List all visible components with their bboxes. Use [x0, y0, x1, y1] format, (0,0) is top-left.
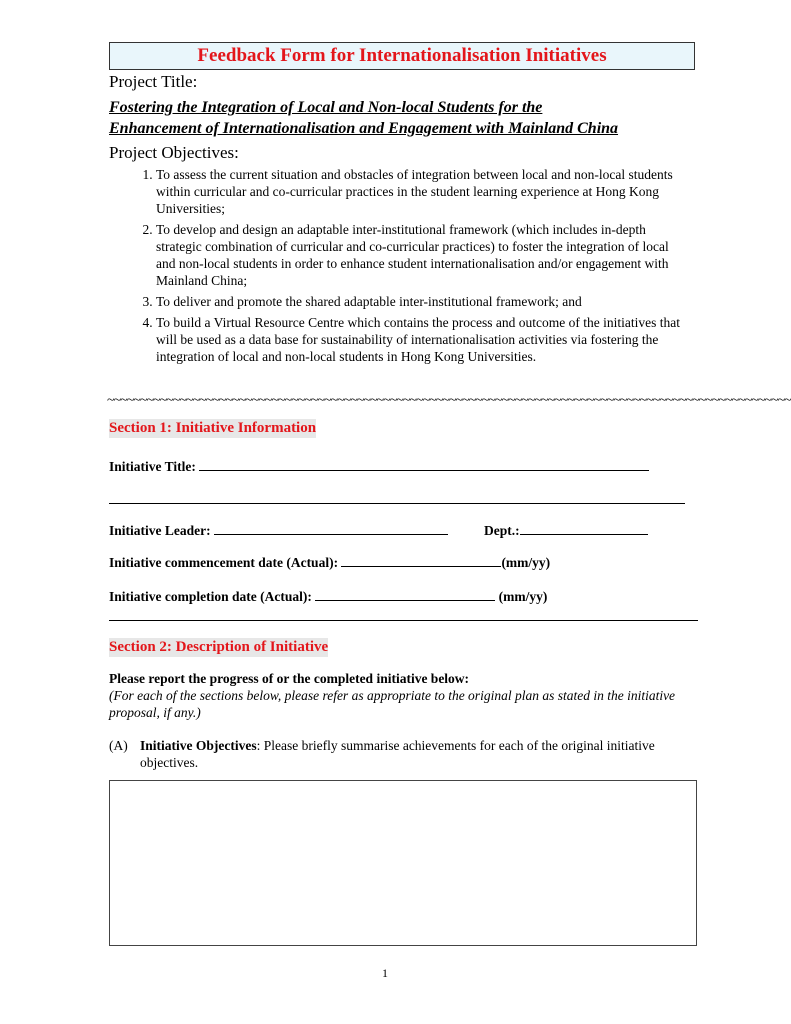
commencement-date-field[interactable]	[341, 552, 501, 567]
initiative-title-field[interactable]	[199, 456, 649, 471]
instruction-bold: Please report the progress of or the completed initiative below:	[109, 671, 470, 686]
instruction-italic: (For each of the sections below, please refer as appropriate to the original plan as stated in the initiative proposal, if any.)	[109, 688, 676, 720]
dept-row	[484, 520, 648, 539]
project-title-label: Project Title:	[109, 72, 198, 91]
completion-date-label: Initiative completion date (Actual):	[109, 589, 312, 604]
commencement-date-label: Initiative commencement date (Actual):	[109, 555, 339, 570]
project-title	[109, 97, 709, 139]
item-a-text-block	[140, 737, 699, 771]
project-title-line-2: Enhancement of Internationalisation and Engagement with Mainland China	[109, 120, 619, 137]
objective-item: 4. To build a Virtual Resource Centre which contains the process and outcome of the initiatives that will be used as a data base for sustainability of internationalisation activities via fostering the integration of local and non-local students in Hong Kong Universities.	[156, 314, 689, 365]
project-objectives-label: Project Objectives:	[109, 143, 239, 162]
item-a	[109, 737, 699, 771]
initiative-leader-field[interactable]	[214, 520, 448, 535]
initiative-title-label: Initiative Title:	[109, 459, 196, 474]
dept-field[interactable]	[520, 520, 648, 535]
initiative-title-field-line-2[interactable]	[109, 503, 685, 504]
completion-date-format: (mm/yy)	[498, 589, 548, 604]
objective-item: 1. To assess the current situation and obstacles of integration between local and non-local students within curricular and co-curricular practices in the student learning experience at Hong Kong Universities;	[156, 166, 689, 217]
completion-date-field[interactable]	[315, 586, 495, 601]
commencement-date-row	[109, 552, 550, 571]
section-2-instructions	[109, 670, 699, 721]
dept-label: Dept.:	[484, 523, 520, 538]
initiative-leader-row	[109, 520, 448, 539]
objectives-list	[109, 166, 689, 369]
completion-date-row	[109, 586, 547, 605]
initiative-leader-label: Initiative Leader:	[109, 523, 211, 538]
section-1-heading: Section 1: Initiative Information	[109, 420, 317, 436]
project-title-line-1: Fostering the Integration of Local and Non-local Students for the	[109, 99, 543, 116]
tilde-separator: ~~~~~~~~~~~~~~~~~~~~~~~~~~~~~~~~~~~~~~~~~~~~~~~~~~~~~~~~~~~~~~~~~~~~~~~~~~~~~~~~~~~~~~~~~~~~~~~~~~~~~~~~	[107, 393, 791, 408]
item-a-text: : Please briefly summarise achievements for each of the original initiative objectives.	[140, 738, 655, 770]
initiative-title-row	[109, 456, 649, 475]
form-title: Feedback Form for Internationalisation Initiatives	[197, 45, 607, 66]
objective-item: 2. To develop and design an adaptable inter-institutional framework (which includes in-depth strategic combination of curricular and co-curricular practices) to foster the integration of local and non-local students in order to enhance student internationalisation and/or engagement with Mainland China;	[156, 221, 689, 289]
section-divider	[109, 620, 698, 621]
page-number: 1	[382, 966, 388, 980]
commencement-date-format: (mm/yy)	[501, 555, 551, 570]
section-2-heading: Section 2: Description of Initiative	[109, 639, 329, 655]
objective-item: 3. To deliver and promote the shared adaptable inter-institutional framework; and	[156, 293, 689, 310]
item-a-tag: (A)	[109, 738, 128, 753]
objectives-answer-box[interactable]	[109, 780, 697, 946]
item-a-title: Initiative Objectives	[140, 738, 257, 753]
form-title-box	[109, 42, 695, 70]
